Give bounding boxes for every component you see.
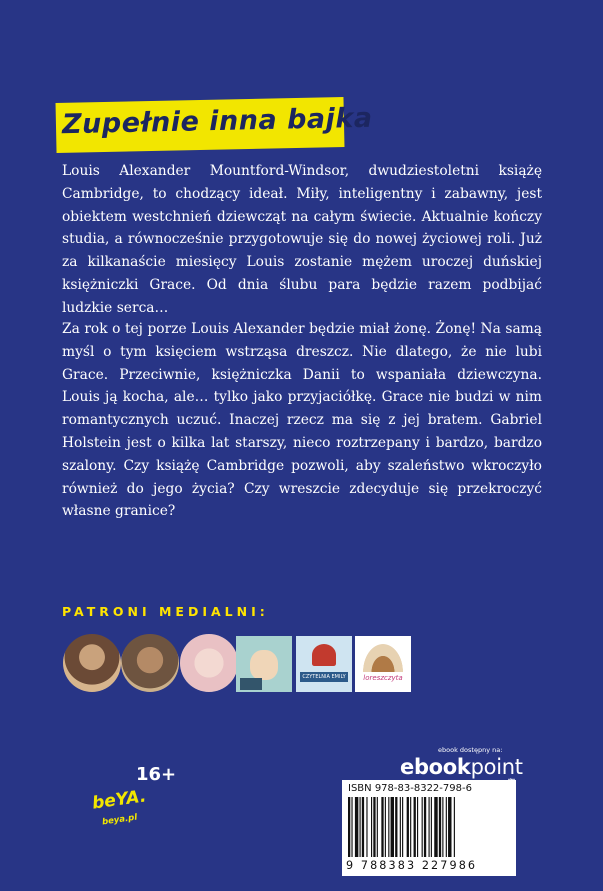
barcode-bar	[454, 797, 455, 857]
patrons-label: PATRONI MEDIALNI:	[62, 604, 269, 619]
patron-logo-1	[63, 634, 121, 692]
ebookpoint-logo-light: point	[470, 755, 523, 779]
barcode-bar	[434, 797, 437, 857]
barcode-bar	[431, 797, 432, 857]
barcode-bar	[402, 797, 403, 857]
barcode-bar	[391, 797, 394, 857]
blurb-paragraph-1: Louis Alexander Mountford-Windsor, dwudziestoletni książę Cambridge, to chodzący ideał. Miły, inteligentny i zabawny, jest obiektem westchnień dziewcząt na całym świecie. Aktualnie kończy studia, a równocześnie przygotowuje się do nowej życiowej roli. Już za kilkanaście miesięcy Louis zostanie mężem uroczej duńskiej księżniczki Grace. Od dnia ślubu para będzie razem podbijać ludzkie serca…	[62, 163, 542, 316]
patron-logo-6-text: loreszczyta	[363, 674, 403, 682]
barcode-icon	[348, 797, 510, 857]
barcode-bar	[377, 797, 378, 857]
barcode-bar	[385, 797, 386, 857]
barcode-bar	[442, 797, 443, 857]
barcode-bar	[439, 797, 441, 857]
illustration-hat	[312, 644, 336, 666]
barcode-bar	[355, 797, 358, 857]
barcode-bar	[360, 797, 361, 857]
barcode-bar	[371, 797, 372, 857]
patron-logo-2	[121, 634, 179, 692]
illustration-book	[240, 678, 262, 690]
barcode-bar	[422, 797, 423, 857]
patron-logo-5	[296, 636, 352, 692]
ebookpoint-logo-bold: ebook	[400, 755, 471, 779]
publisher-url: beya.pl	[101, 812, 138, 828]
age-rating-badge: 16+	[136, 764, 177, 785]
barcode-bar	[373, 797, 375, 857]
barcode-bar	[348, 797, 350, 857]
ean-digits: 9 788383 227986	[346, 859, 478, 872]
barcode-bar	[410, 797, 411, 857]
ebook-label: ebook dostępny na:	[438, 746, 503, 754]
barcode-bar	[429, 797, 430, 857]
barcode-bar	[446, 797, 447, 857]
book-title: Zupełnie inna bajka	[61, 102, 373, 141]
patron-logo-6	[355, 636, 411, 692]
blurb-paragraph-2: Za rok o tej porze Louis Alexander będzie miał żonę. Żonę! Na samą myśl o tym księciem wstrząsa dreszcz. Nie dlatego, że nie lubi Grace. Przeciwnie, księżniczka Danii to wspaniała dziewczyna. Louis ją kocha, ale… tylko jako przyjaciółkę. Grace nie budzi w nim romantycznych uczuć. Inaczej rzecz ma się z jej bratem. Gabriel Holstein jest o kilka lat starszy, nieco roztrzepany i bardzo, bardzo szalony. Czy książę Cambridge pozwoli, aby szaleństwo wkroczyło również do jego życia? Czy wreszcie zdecyduje się przekroczyć własne granice?	[62, 321, 542, 520]
patron-logo-3	[180, 634, 238, 692]
barcode-bar	[388, 797, 389, 857]
illustration-face	[250, 650, 278, 680]
publisher-logo: beYA.	[90, 786, 148, 814]
isbn-barcode-box	[342, 780, 516, 876]
barcode-bar	[448, 797, 451, 857]
price-label: cena: 49,90 zł	[508, 778, 518, 838]
patron-logo-4	[236, 636, 292, 692]
barcode-bar	[407, 797, 409, 857]
barcode-bar	[417, 797, 418, 857]
open-book-icon	[363, 644, 403, 672]
isbn-text: ISBN 978-83-8322-798-6	[348, 783, 472, 794]
barcode-bar	[381, 797, 383, 857]
barcode-bar	[395, 797, 397, 857]
barcode-bar	[424, 797, 426, 857]
barcode-bar	[414, 797, 416, 857]
barcode-bar	[366, 797, 367, 857]
patron-logo-5-text: CZYTELNIA EMILY	[300, 672, 348, 682]
barcode-bar	[362, 797, 364, 857]
barcode-bar	[400, 797, 401, 857]
barcode-bar	[351, 797, 352, 857]
ebookpoint-logo	[400, 755, 523, 779]
